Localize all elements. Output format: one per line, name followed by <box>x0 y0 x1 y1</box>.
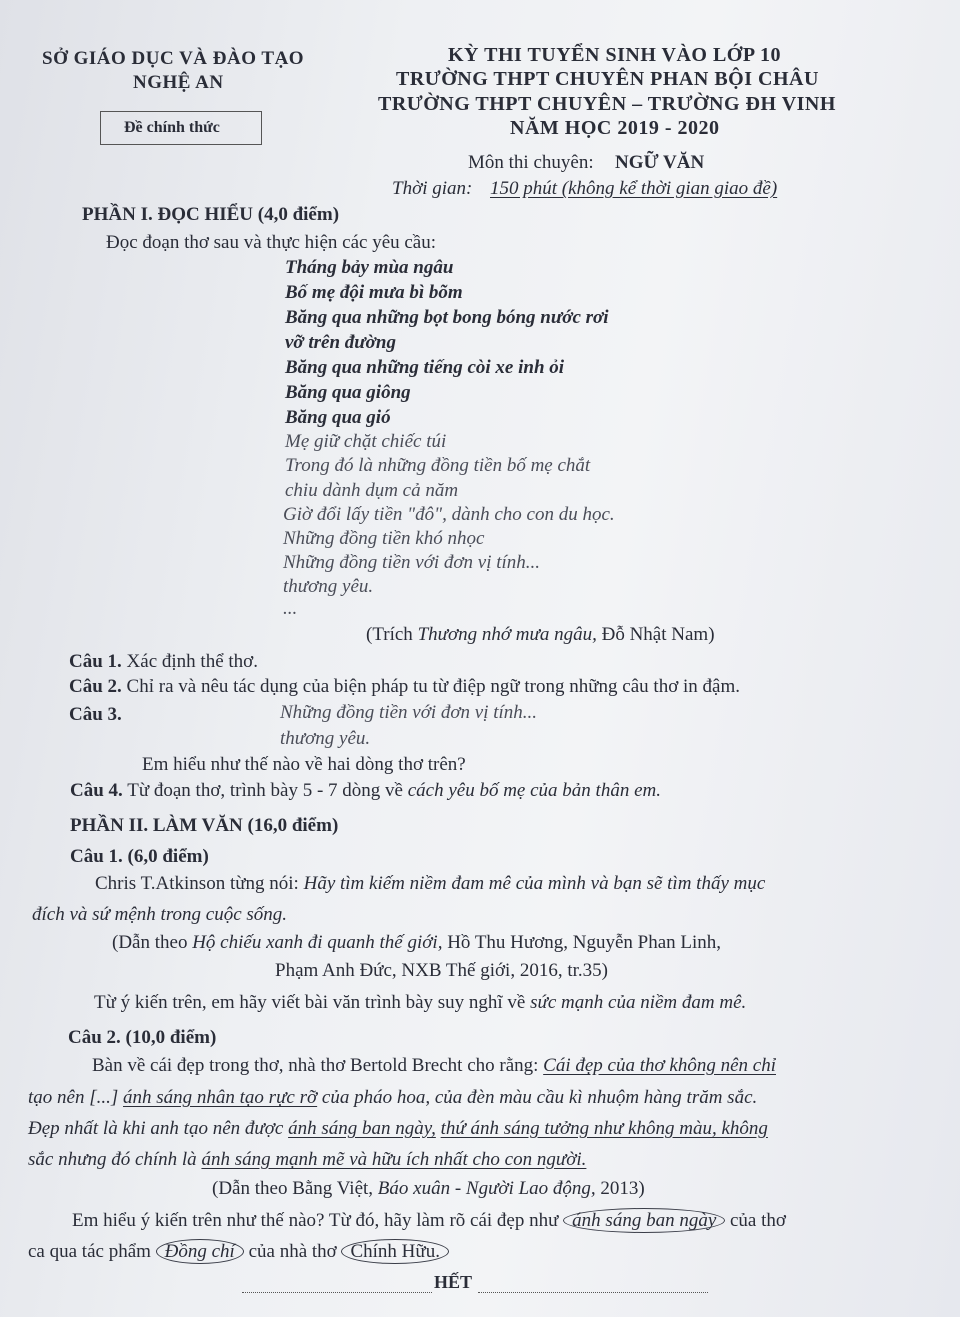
question-2 <box>69 676 740 698</box>
c2-task-b-circled: ánh sáng ban ngày <box>563 1208 725 1233</box>
q1-label: Câu 1. <box>69 651 122 672</box>
poem-line: Trong đó là những đồng tiền bố mẹ chắt <box>285 455 591 476</box>
c2-task-f: của nhà thơ <box>248 1241 337 1262</box>
c2-src-a: (Dẫn theo Bằng Việt, <box>212 1178 374 1199</box>
c2-q2c: của pháo hoa, của đèn màu cầu kì nhuộm hàng trăm sắc. <box>321 1087 758 1108</box>
c2-line-3 <box>28 1118 768 1140</box>
c1-source-1 <box>112 932 721 954</box>
q3-line-1: Những đồng tiền với đơn vị tính... <box>280 702 538 723</box>
c1-task-a: Từ ý kiến trên, em hãy viết bài văn trình bày suy nghĩ về <box>94 992 526 1013</box>
c2-src-b: Báo xuân - Người Lao động, <box>377 1178 596 1199</box>
poem-line: Băng qua những tiếng còi xe inh ỏi <box>285 357 565 378</box>
department-name: SỞ GIÁO DỤC VÀ ĐÀO TẠO <box>42 48 305 69</box>
source-prefix: (Trích <box>366 624 413 645</box>
q2-text: Chỉ ra và nêu tác dụng của biện pháp tu từ điệp ngữ trong những câu thơ in đậm. <box>126 676 740 697</box>
poem-line: Băng qua những bọt bong bóng nước rơi <box>285 307 609 328</box>
poem-line: thương yêu. <box>283 576 374 597</box>
c1-quote-a: Hãy tìm kiếm niềm đam mê của mình và bạn sẽ tìm thấy mục <box>303 873 766 894</box>
poem-line: ... <box>283 598 298 619</box>
subject-label: Môn thi chuyên: <box>468 152 594 173</box>
poem-line: Mẹ giữ chặt chiếc túi <box>285 431 447 452</box>
c2-q3b: ánh sáng ban ngày, <box>288 1118 436 1139</box>
c2-q3c: thứ ánh sáng tưởng như không màu, không <box>440 1118 768 1139</box>
c2-line-1 <box>92 1055 776 1077</box>
c2-intro: Bàn về cái đẹp trong thơ, nhà thơ Bertold Brecht cho rằng: <box>92 1055 539 1076</box>
end-rule-left <box>242 1292 432 1293</box>
poem-source <box>366 624 715 646</box>
school-line-2: TRƯỜNG THPT CHUYÊN – TRƯỜNG ĐH VINH <box>378 93 836 115</box>
part1-title: PHẦN I. ĐỌC HIỂU (4,0 điểm) <box>82 204 340 225</box>
part2-title: PHẦN II. LÀM VĂN (16,0 điểm) <box>70 815 339 836</box>
q4-text: Từ đoạn thơ, trình bày 5 - 7 dòng về <box>127 780 403 801</box>
q3-question: Em hiểu như thế nào về hai dòng thơ trên? <box>142 754 466 775</box>
q3-line-2: thương yêu. <box>280 728 371 749</box>
end-rule-right <box>478 1292 708 1293</box>
c1-task-b: sức mạnh của niềm đam mê. <box>530 992 747 1013</box>
poem-line: Giờ đổi lấy tiền "đô", dành cho con du học. <box>283 504 615 525</box>
c1-source-2: Phạm Anh Đức, NXB Thế giới, 2016, tr.35) <box>275 960 608 981</box>
c1-intro: Chris T.Atkinson từng nói: <box>95 873 299 894</box>
part1-instruction: Đọc đoạn thơ sau và thực hiện các yêu cầu: <box>106 232 437 253</box>
c2-task-e-circled: Đồng chí <box>156 1239 244 1264</box>
poem-line: Bố mẹ đội mưa bì bõm <box>285 282 463 303</box>
poem-line: Những đồng tiền khó nhọc <box>283 528 485 549</box>
c1-line-1 <box>95 873 765 895</box>
poem-line: Băng qua gió <box>285 407 391 428</box>
poem-line: chiu dành dụm cả năm <box>285 480 459 501</box>
question-4 <box>70 780 661 802</box>
poem-line: vỡ trên đường <box>285 332 396 353</box>
q2-label: Câu 2. <box>69 676 122 697</box>
school-line-1: TRƯỜNG THPT CHUYÊN PHAN BỘI CHÂU <box>396 68 819 90</box>
c2-q2b: ánh sáng nhân tạo rực rỡ <box>123 1087 318 1108</box>
time-value: 150 phút (không kể thời gian giao đề) <box>490 178 778 199</box>
source-title: Thương nhớ mưa ngâu, <box>417 624 597 645</box>
c2-q4a: sắc nhưng đó chính là <box>28 1149 197 1170</box>
subject-name: NGỮ VĂN <box>615 152 705 173</box>
q4-italic: cách yêu bố mẹ của bản thân em. <box>407 780 661 801</box>
c2-task-a: Em hiểu ý kiến trên như thế nào? Từ đó, hãy làm rõ cái đẹp như <box>72 1210 559 1231</box>
poem-line: Những đồng tiền với đơn vị tính... <box>283 552 541 573</box>
c2-task-d: ca qua tác phẩm <box>28 1241 151 1262</box>
c1-quote-b: đích và sứ mệnh trong cuộc sống. <box>32 904 288 925</box>
c1-src-a2: Hộ chiếu xanh đi quanh thế giới, <box>192 932 443 953</box>
q4-label: Câu 4. <box>70 780 123 801</box>
c2-line-2 <box>28 1087 757 1109</box>
c2-quote-1: Cái đẹp của thơ không nên chỉ <box>543 1055 776 1076</box>
c2-q4b: ánh sáng mạnh mẽ và hữu ích nhất cho con người. <box>201 1149 587 1170</box>
school-year: NĂM HỌC 2019 - 2020 <box>510 117 720 139</box>
end-marker: HẾT <box>434 1272 473 1292</box>
c2-task-c: của thơ <box>730 1210 786 1231</box>
c2-source <box>212 1178 645 1200</box>
province-name: NGHỆ AN <box>133 72 224 93</box>
c2-task-line-1 <box>72 1210 786 1232</box>
c1-src-a3: Hồ Thu Hương, Nguyễn Phan Linh, <box>447 932 722 953</box>
source-author: Đỗ Nhật Nam) <box>601 624 715 645</box>
poem-line: Tháng bảy mùa ngâu <box>285 257 454 278</box>
time-label: Thời gian: <box>392 178 473 199</box>
q3-label: Câu 3. <box>69 704 122 725</box>
c2-q3a: Đẹp nhất là khi anh tạo nên được <box>28 1118 284 1139</box>
c2-title: Câu 2. (10,0 điểm) <box>68 1027 217 1048</box>
c2-src-c: 2013) <box>600 1178 645 1199</box>
poem-line: Băng qua giông <box>285 382 411 403</box>
question-1 <box>69 651 258 673</box>
exam-title: KỲ THI TUYỂN SINH VÀO LỚP 10 <box>448 44 781 66</box>
official-badge: Đề chính thức <box>124 119 220 136</box>
c2-task-line-2 <box>28 1241 449 1263</box>
c1-title: Câu 1. (6,0 điểm) <box>70 846 209 867</box>
c2-task-g-circled: Chính Hữu. <box>341 1239 448 1264</box>
c2-q2a: tạo nên [...] <box>28 1087 119 1108</box>
c1-src-a1: (Dẫn theo <box>112 932 188 953</box>
c2-line-4 <box>28 1149 586 1171</box>
q1-text: Xác định thể thơ. <box>126 651 258 672</box>
c1-task <box>94 992 746 1014</box>
